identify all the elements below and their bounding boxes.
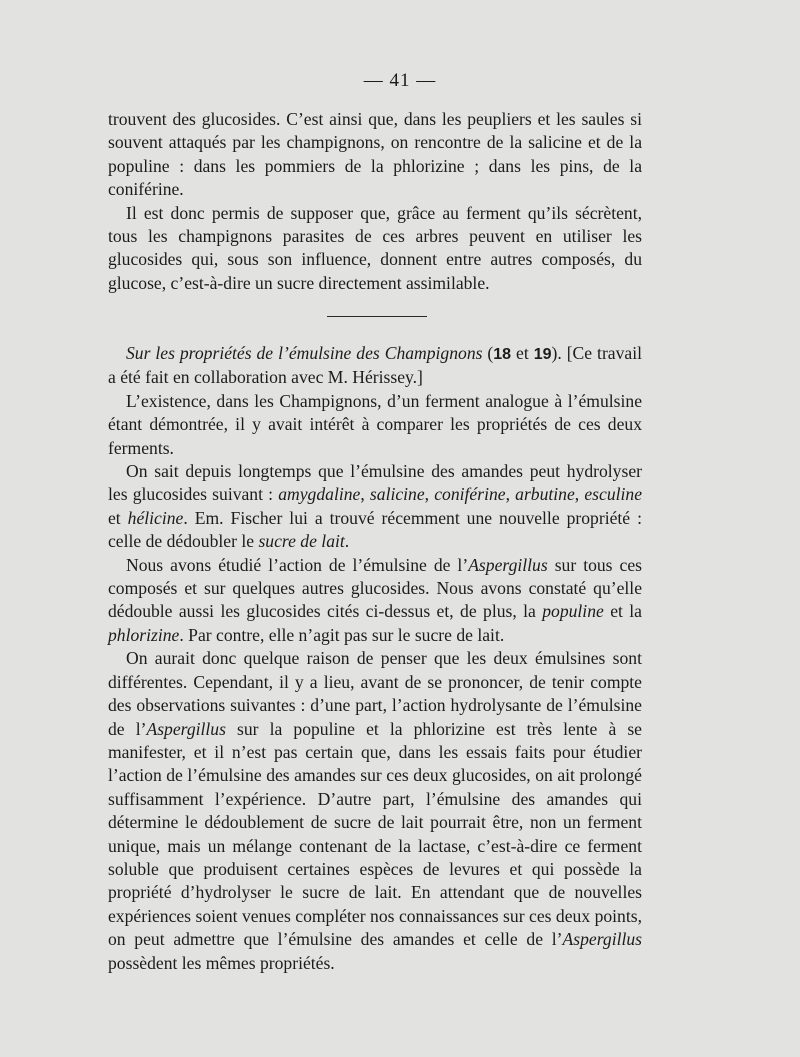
paragraph-4 (108, 460, 642, 554)
ref-and: et (511, 343, 534, 363)
text-run: . Em. Fischer lui a trouvé récemment une nouvelle propriété : celle de dédoubler le (108, 507, 642, 552)
term-populine: populine (542, 601, 604, 622)
reference-19: 19 (533, 346, 552, 363)
page-number: — 41 — (363, 70, 437, 91)
text-run: et (108, 507, 128, 528)
section-divider (327, 316, 427, 317)
paragraph-1: trouvent des glucosides. C’est ainsi que, dans les peupliers et les saules si souvent attaqués par les champignons, on rencontre de la salicine et de la populine : dans les pommiers de la phlorizine ; dans les pins, de la coniférine. (108, 109, 642, 200)
term-amygdaline: amygdaline (278, 484, 361, 505)
term-coniferine: coniférine (434, 484, 506, 505)
collaboration-note: [Ce travail a été fait en collaboration avec M. Hérissey.] (108, 343, 642, 388)
term-aspergillus: Aspergillus (562, 929, 642, 950)
term-esculine: esculine (584, 484, 643, 505)
paragraph-6 (108, 647, 642, 975)
text-run: , (360, 484, 370, 505)
text-run: Nous avons étudié l’action de l’émulsine de l’ (126, 554, 469, 575)
ref-close: ). (551, 343, 562, 363)
section-heading-paragraph (108, 342, 642, 390)
term-arbutine: arbutine (515, 484, 575, 505)
ref-open: ( (482, 343, 494, 363)
text-run: , (424, 484, 435, 505)
paragraph-2: Il est donc permis de supposer que, grâce au ferment qu’ils sécrètent, tous les champignons parasites de ces arbres peuvent en utiliser les glucosides qui, sous son influence, donnent entre autres composés, du glucose, c’est-à-dire un sucre directement assimilable. (108, 202, 642, 293)
text-run: et la (603, 601, 642, 622)
text-run: possèdent les mêmes propriétés. (108, 952, 335, 973)
section-title: Sur les propriétés de l’émulsine des Champignons (126, 343, 483, 363)
text-run: . Par contre, elle n’agit pas sur le sucre de lait. (179, 624, 505, 645)
paragraph-3: L’existence, dans les Champignons, d’un ferment analogue à l’émulsine étant démontrée, il y avait intérêt à comparer les propriétés de ces deux ferments. (108, 390, 642, 458)
term-salicine: salicine (369, 484, 425, 505)
term-aspergillus: Aspergillus (146, 718, 226, 739)
term-helicine: hélicine (127, 507, 184, 528)
term-sucre-de-lait: sucre de lait (258, 531, 345, 552)
term-phlorizine: phlorizine (108, 624, 180, 645)
text-run: . (344, 531, 350, 552)
text-run: On sait depuis longtemps que l’émulsine des amandes peut hydrolyser les glucosides suivant : (108, 461, 642, 505)
term-aspergillus: Aspergillus (468, 554, 548, 575)
top-text-block (108, 108, 642, 295)
section-text-block (108, 342, 642, 975)
paragraph-5 (108, 554, 642, 648)
text-run: On aurait donc quelque raison de penser que les deux émulsines sont différentes. Cependant, il y a lieu, avant de se prononcer, de tenir compte des observations suivantes : d’une part, l’action hydrolysante de l’émulsine de l’ (108, 648, 642, 739)
text-run: sur tous ces composés et sur quelques autres glucosides. Nous avons constaté qu’elle dédouble aussi les glucosides cités ci-dessus et, de plus, la (108, 554, 642, 622)
text-run: , (505, 484, 516, 505)
text-run: , (574, 484, 585, 505)
reference-18: 18 (493, 346, 512, 363)
text-run: sur la populine et la phlorizine est très lente à se manifester, et il n’est pas certain que, dans les essais faits pour étudier l’action de l’émulsine des amandes sur ces deux glucosides, on ait prolongé suffisamment l’expérience. D’autre part, l’émulsine des amandes qui détermine le dédoublement de sucre de lait pourrait être, non un ferment unique, mais un mélange contenant de la lactase, c’est-à-dire ce ferment soluble que produisent certaines espèces de levures et qui possède la propriété d’hydrolyser le sucre de lait. En attendant que de nouvelles expériences soient venues compléter nos connaissances sur ces deux points, on peut admettre que l’émulsine des amandes et celle de l’ (108, 718, 642, 950)
